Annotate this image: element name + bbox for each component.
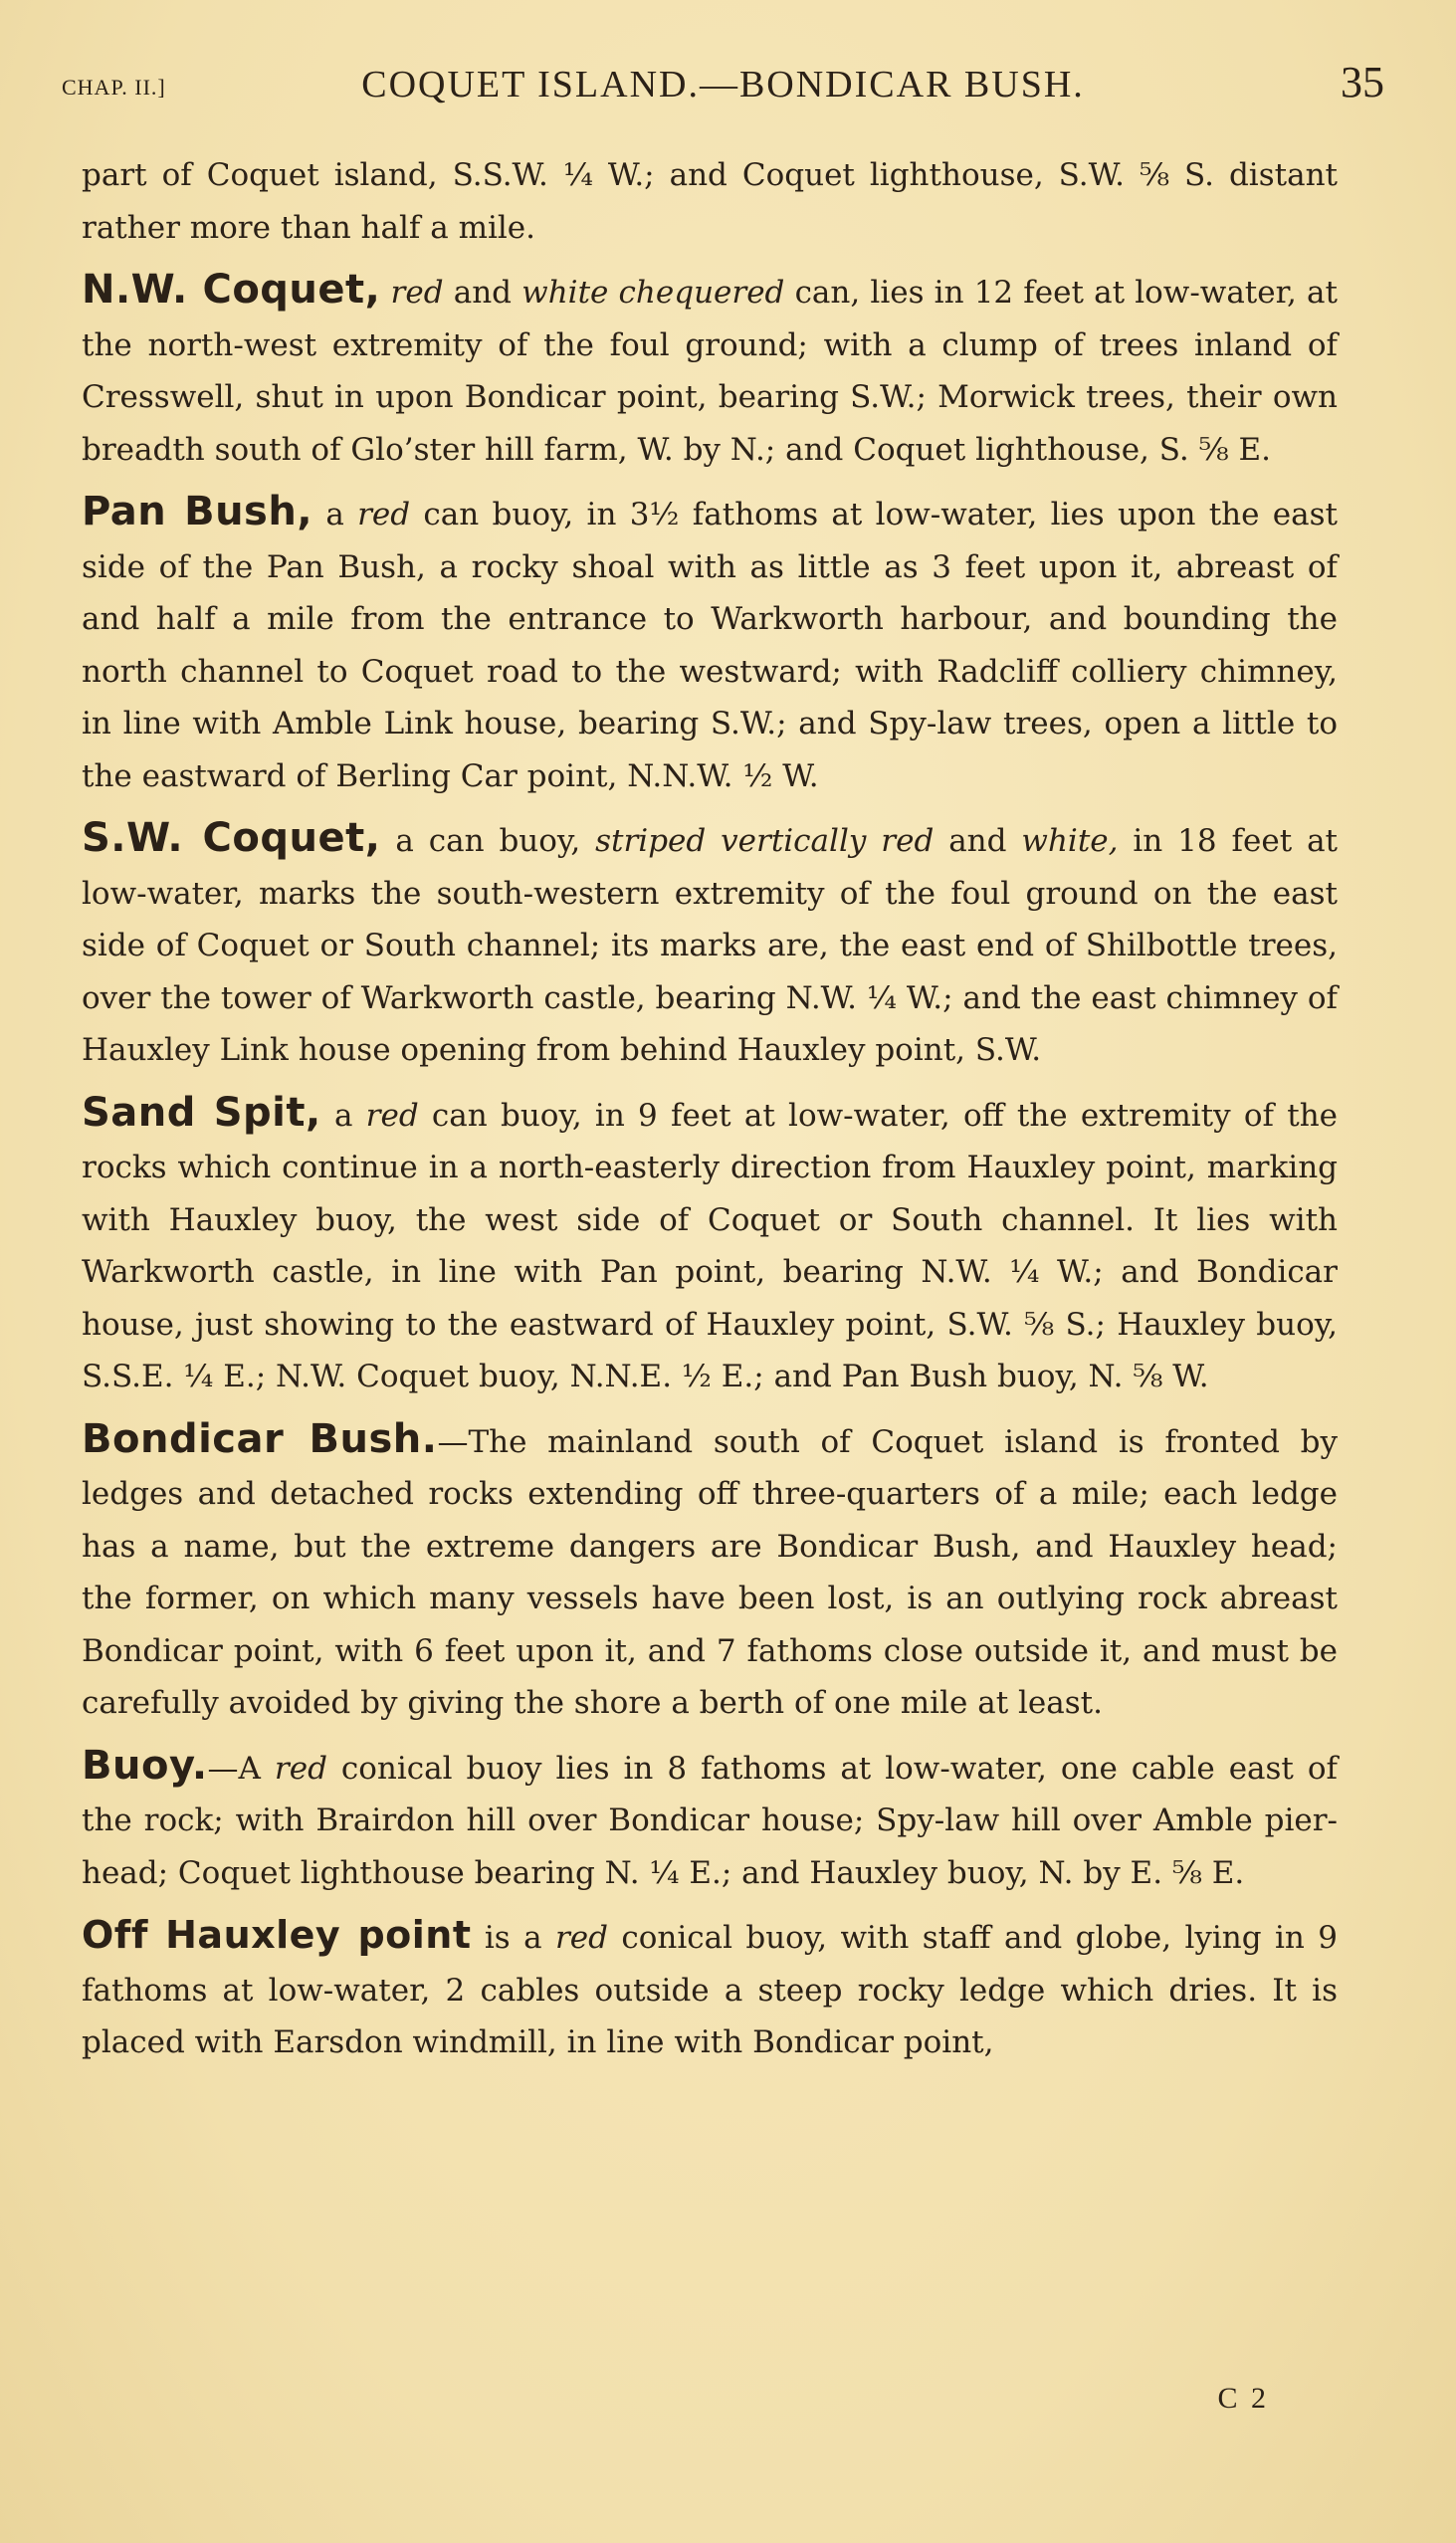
paragraph-continuation	[82, 149, 1338, 254]
entry-text: can, lies in 12 feet at low-water, at the north-west extremity of the foul ground; with a clump of trees inland of Cresswell, shut in upon Bondicar point, bearing S.W.; Morwick trees, their own breadth south of Glo’ster hill farm, W. by N.; and Coquet lighthouse, S. ⅝ E.	[82, 275, 1338, 468]
entry-text: conical buoy lies in 8 fathoms at low-water, one cable east of the rock; with Brairdon hill over Bondicar house; Spy-law hill over Amble pier-head; Coquet lighthouse bearing N. ¼ E.; and Hauxley buoy, N. by E. ⅝ E.	[82, 1750, 1338, 1891]
entry-heading: Bondicar Bush.	[82, 1415, 438, 1462]
entry-emphasis: red	[357, 497, 411, 532]
entry-text: a can buoy,	[380, 823, 596, 859]
paragraph-text: part of Coquet island, S.S.W. ¼ W.; and Coquet lighthouse, S.W. ⅝ S. distant rather more than half a mile.	[82, 157, 1338, 246]
entry-emphasis: red	[274, 1750, 327, 1787]
entry-buoy	[82, 1740, 1338, 1900]
entry-text: in 18 feet at low-water, marks the south-western extremity of the foul ground on the east side of Coquet or South channel; its marks are, the east end of Shilbottle trees, over the tower of Warkworth castle, bearing N.W. ¼ W.; and the east chimney of Hauxley Link house opening from behind Hauxley point, S.W.	[82, 823, 1339, 1068]
chapter-label: CHAP. II.]	[62, 75, 166, 100]
entry-text: and	[934, 823, 1022, 859]
entry-text: a	[312, 497, 358, 532]
entry-heading: N.W. Coquet,	[82, 267, 381, 313]
body-text	[82, 149, 1338, 2069]
entry-text: and	[443, 275, 522, 311]
entry-text: —A	[207, 1750, 275, 1787]
entry-text: a	[320, 1097, 366, 1134]
entry-text: —The mainland south of Coquet island is fronted by ledges and detached rocks extending off three-quarters of a mile; each ledge has a name, but the extreme dangers are Bondicar Bush, and Hauxley head; the former, on which many vessels have been lost, is an outlying rock abreast Bondicar point, with 6 feet upon it, and 7 fathoms close outside it, and must be carefully avoided by giving the shore a berth of one mile at least.	[82, 1423, 1338, 1721]
entry-emphasis: red	[554, 1920, 608, 1956]
entry-emphasis: red	[365, 1097, 419, 1134]
entry-nw-coquet	[82, 264, 1338, 476]
entry-bondicar-bush	[82, 1413, 1338, 1730]
entry-pan-bush	[82, 486, 1338, 802]
entry-emphasis: white,	[1021, 823, 1119, 859]
signature-mark: C 2	[1217, 2382, 1269, 2415]
running-header	[62, 55, 1384, 114]
page-number: 35	[1341, 58, 1384, 106]
entry-heading: Pan Bush,	[82, 489, 313, 534]
entry-heading: Sand Spit,	[82, 1089, 321, 1136]
entry-sand-spit	[82, 1087, 1338, 1403]
entry-emphasis: white chequered	[521, 275, 785, 311]
entry-sw-coquet	[82, 812, 1338, 1077]
entry-heading: Buoy.	[82, 1742, 208, 1789]
entry-heading: Off Hauxley point	[82, 1913, 472, 1957]
entry-emphasis: red	[390, 275, 444, 311]
entry-off-hauxley-point	[82, 1909, 1338, 2069]
running-title: COQUET ISLAND.—BONDICAR BUSH.	[361, 64, 1085, 106]
entry-heading: S.W. Coquet,	[82, 815, 381, 861]
entry-text: is a	[471, 1920, 555, 1956]
entry-text: conical buoy, with staff and globe, lying in 9 fathoms at low-water, 2 cables outside a steep rocky ledge which dries. It is placed with Earsdon windmill, in line with Bondicar point,	[82, 1920, 1338, 2060]
entry-emphasis: striped vertically red	[595, 823, 935, 859]
entry-text	[380, 275, 390, 311]
entry-text: can buoy, in 9 feet at low-water, off the extremity of the rocks which continue in a north-easterly direction from Hauxley point, marking with Hauxley buoy, the west side of Coquet or South channel. It lies with Warkworth castle, in line with Pan point, bearing N.W. ¼ W.; and Bondicar house, just showing to the eastward of Hauxley point, S.W. ⅝ S.; Hauxley buoy, S.S.E. ¼ E.; N.W. Coquet buoy, N.N.E. ½ E.; and Pan Bush buoy, N. ⅝ W.	[82, 1097, 1339, 1394]
entry-text: can buoy, in 3½ fathoms at low-water, lies upon the east side of the Pan Bush, a rocky shoal with as little as 3 feet upon it, abreast of and half a mile from the entrance to Warkworth harbour, and bounding the north channel to Coquet road to the westward; with Radcliff colliery chimney, in line with Amble Link house, bearing S.W.; and Spy-law trees, open a little to the eastward of Berling Car point, N.N.W. ½ W.	[82, 497, 1338, 794]
